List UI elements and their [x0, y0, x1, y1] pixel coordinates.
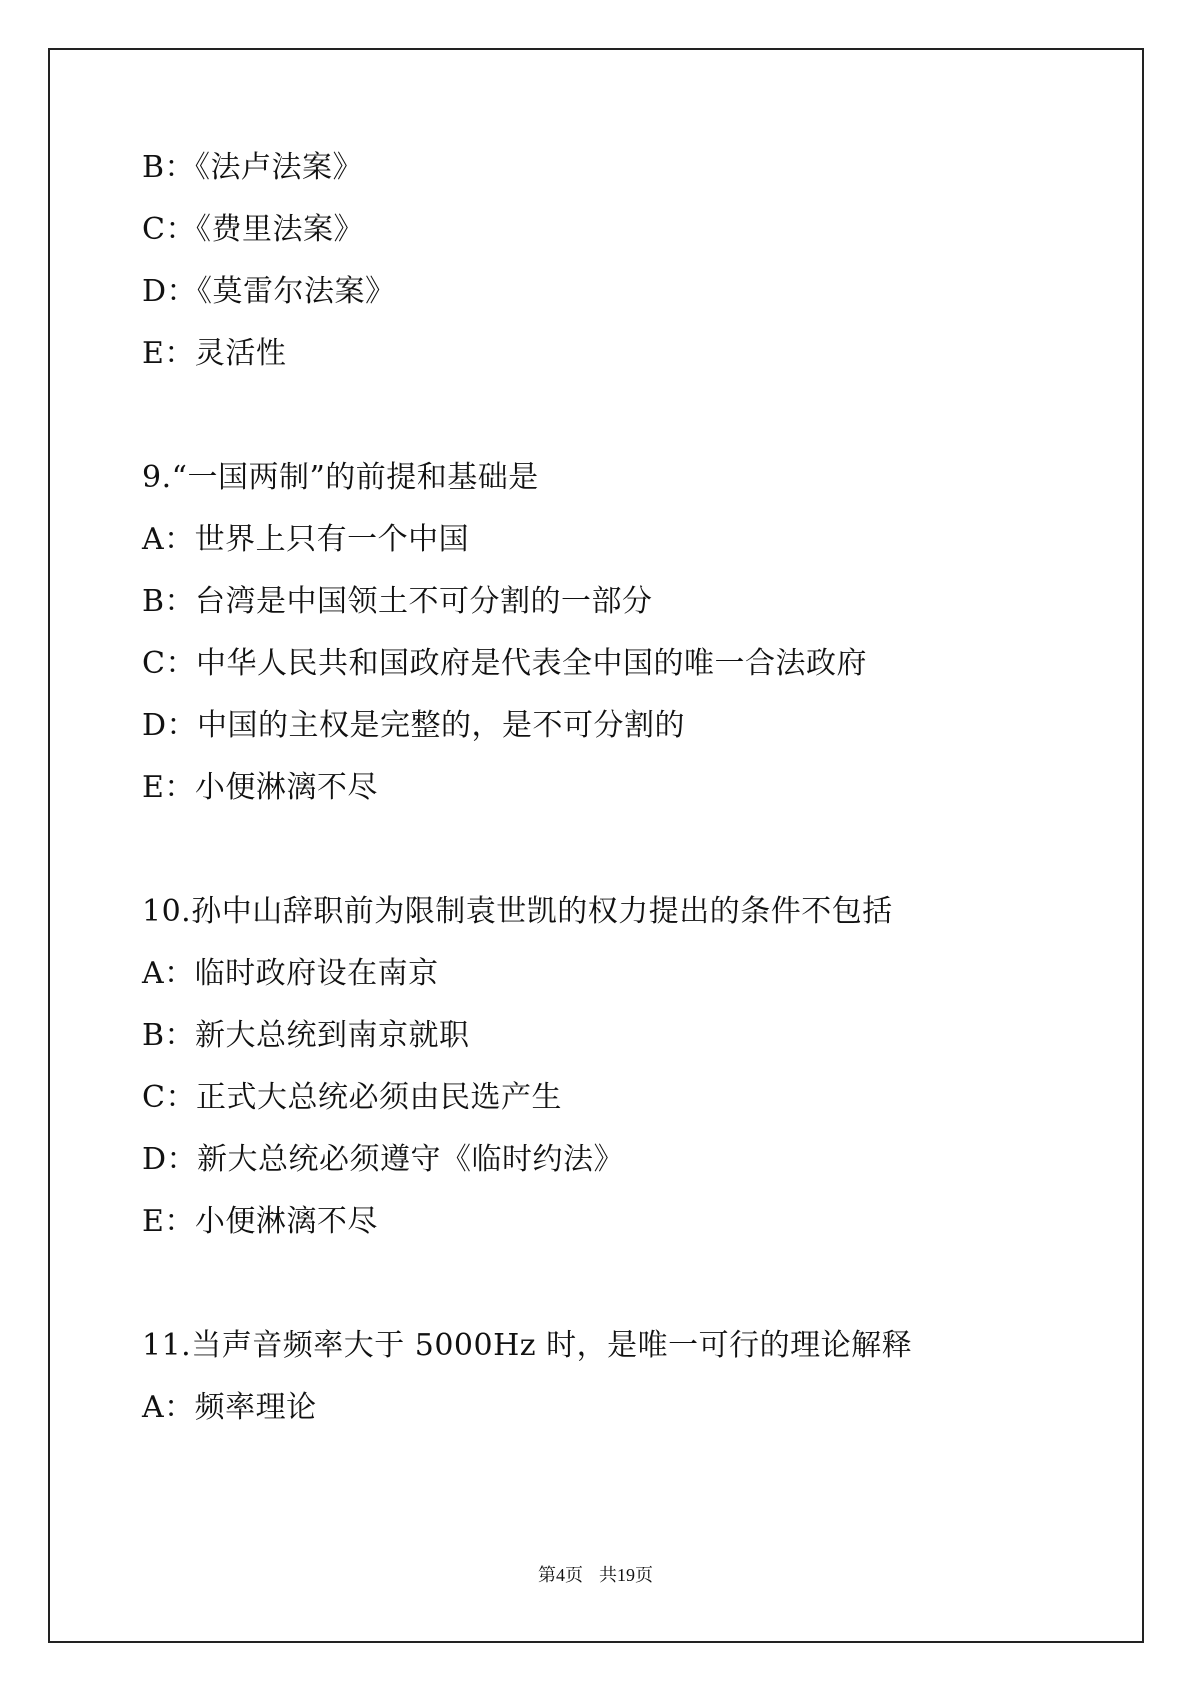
q10-option-a: A：临时政府设在南京 — [142, 956, 439, 991]
q8-option-e: E：灵活性 — [142, 336, 287, 371]
q8-option-b: B：《法卢法案》 — [142, 150, 364, 185]
q9-option-d: D：中国的主权是完整的，是不可分割的 — [142, 708, 686, 743]
q9-option-c: C：中华人民共和国政府是代表全中国的唯一合法政府 — [142, 646, 867, 681]
q8-option-d: D：《莫雷尔法案》 — [142, 274, 396, 309]
page-total: 共19页 — [599, 1565, 653, 1585]
page-number: 第4页 — [538, 1565, 583, 1585]
q10-stem: 10.孙中山辞职前为限制袁世凯的权力提出的条件不包括 — [142, 894, 893, 929]
q9-option-e: E：小便淋漓不尽 — [142, 770, 378, 805]
q11-stem: 11.当声音频率大于 5000Hz 时，是唯一可行的理论解释 — [142, 1328, 913, 1363]
q10-option-d: D：新大总统必须遵守《临时约法》 — [142, 1142, 625, 1177]
page-footer — [0, 1564, 1191, 1586]
q10-option-b: B：新大总统到南京就职 — [142, 1018, 470, 1053]
q9-stem: 9.“一国两制”的前提和基础是 — [142, 460, 539, 495]
q9-option-b: B：台湾是中国领土不可分割的一部分 — [142, 584, 653, 619]
q10-option-e: E：小便淋漓不尽 — [142, 1204, 378, 1239]
q10-option-c: C：正式大总统必须由民选产生 — [142, 1080, 562, 1115]
q9-option-a: A：世界上只有一个中国 — [142, 522, 470, 557]
q8-option-c: C：《费里法案》 — [142, 212, 364, 247]
q11-option-a: A：频率理论 — [142, 1390, 317, 1425]
